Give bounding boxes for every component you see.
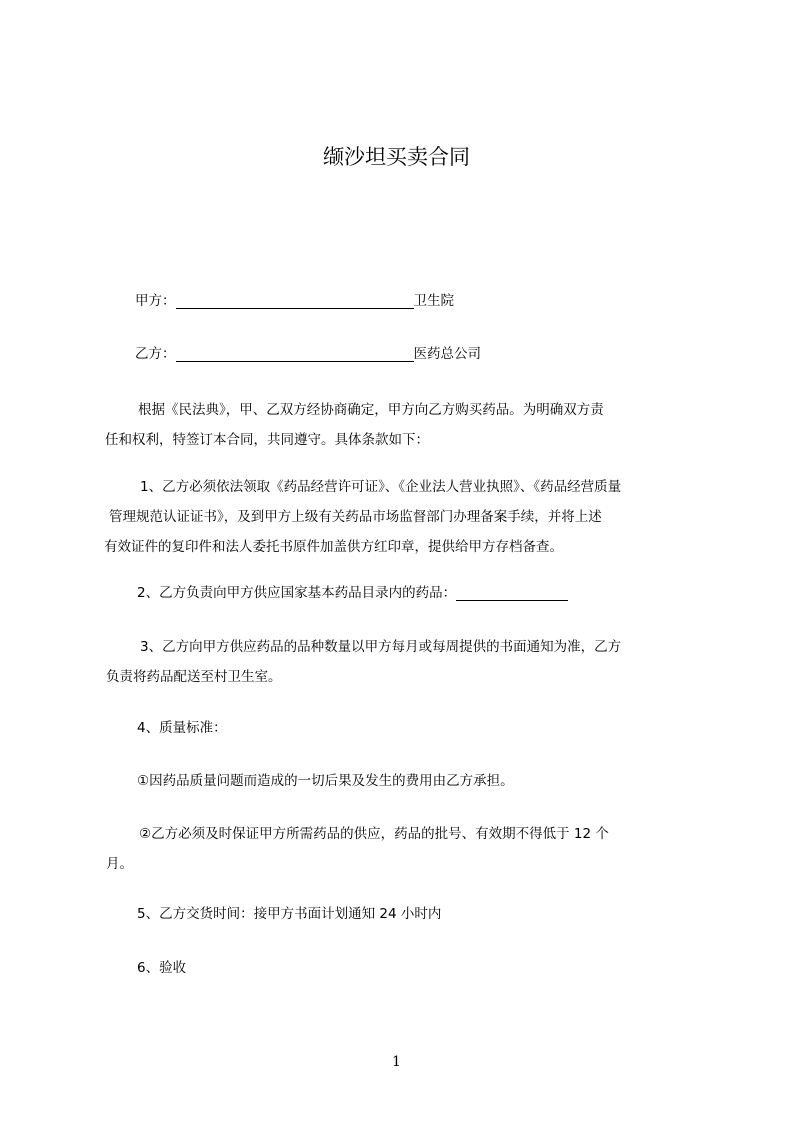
- page-number: 1: [392, 1054, 401, 1070]
- clause-4: 4、质量标准：: [137, 720, 227, 736]
- party-a-blank: [176, 291, 414, 309]
- party-b-suffix: 医药总公司: [413, 346, 481, 362]
- party-b-line: [135, 339, 741, 369]
- clause-6: 6、验收: [137, 960, 187, 976]
- party-a-suffix: 卫生院: [413, 293, 454, 309]
- party-a-label: 甲方：: [135, 293, 176, 309]
- clause-4-item-2: ②乙方必须及时保证甲方所需药品的供应，药品的批号、有效期不得低于 12 个 月。: [106, 826, 609, 872]
- clause-3: 3、乙方向甲方供应药品的品种数量以甲方每月或每周提供的书面通知为准，乙方 负责将药品配送至村卫生室。: [106, 639, 622, 685]
- document-title: 缬沙坦买卖合同: [323, 145, 470, 169]
- party-a-line: [135, 286, 741, 316]
- party-b-label: 乙方：: [135, 346, 176, 362]
- clause-2: 2、乙方负责向甲方供应国家基本药品目录内的药品：: [137, 578, 743, 608]
- clause-1: 1、乙方必须依法领取《药品经营许可证》、《企业法人营业执照》、《药品经营质量 管理规范认证证书》，及到甲方上级有关药品市场监督部门办理备案手续，并将上述 有效证件的复印件和法人委托书原件加盖供方红印章，提供给甲方存档备查。: [104, 479, 622, 555]
- clause-2-blank: [456, 583, 568, 601]
- clause-4-item-1: ①因药品质量问题而造成的一切后果及发生的费用由乙方承担。: [137, 773, 514, 789]
- intro-paragraph: 根据《民法典》，甲、乙双方经协商确定，甲方向乙方购买药品。为明确双方责 任和权利，特签订本合同，共同遵守。具体条款如下：: [105, 402, 604, 448]
- clause-5: 5、乙方交货时间：接甲方书面计划通知 24 小时内: [137, 906, 442, 922]
- party-b-blank: [176, 344, 414, 362]
